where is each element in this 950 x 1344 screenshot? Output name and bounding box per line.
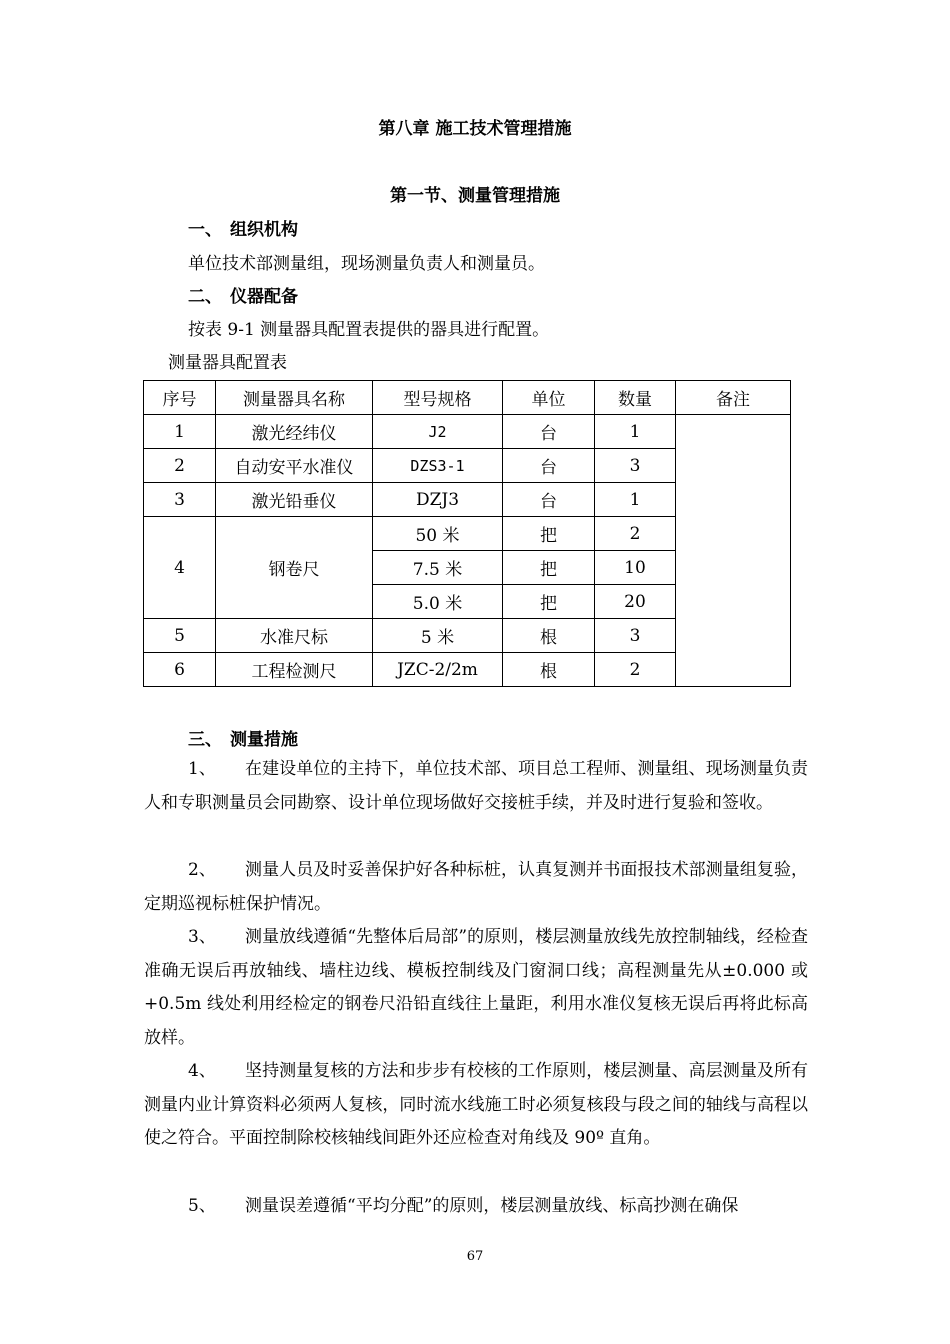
cell-no: 6: [144, 653, 216, 687]
header-no: 序号: [144, 381, 216, 415]
item-number: 5、: [188, 1196, 216, 1216]
item-number: 3、: [188, 927, 216, 947]
measure-item-3: [144, 921, 808, 1055]
measure-item-4: [144, 1055, 808, 1156]
cell-unit: 台: [503, 415, 595, 449]
cell-model: 5 米: [373, 619, 503, 653]
table-caption: 测量器具配置表: [168, 353, 287, 373]
cell-no: 2: [144, 449, 216, 483]
cell-name: 激光铅垂仪: [216, 483, 373, 517]
heading-text: 仪器配备: [230, 287, 298, 307]
item-number: 4、: [188, 1061, 216, 1081]
heading-organization: [188, 215, 298, 240]
cell-model: 50 米: [373, 517, 503, 551]
cell-qty: 3: [595, 449, 676, 483]
cell-qty: 3: [595, 619, 676, 653]
cell-unit: 台: [503, 449, 595, 483]
cell-model: 5.0 米: [373, 585, 503, 619]
item-text: 在建设单位的主持下，单位技术部、项目总工程师、测量组、现场测量负责人和专职测量员会同勘察、设计单位现场做好交接桩手续，并及时进行复验和签收。: [144, 759, 808, 813]
item-text: 坚持测量复核的方法和步步有校核的工作原则，楼层测量、高层测量及所有测量内业计算资料必须两人复核，同时流水线施工时必须复核段与段之间的轴线与高程以使之符合。平面控制除校核轴线间距外还应检查对角线及 90º 直角。: [144, 1061, 808, 1148]
cell-qty: 2: [595, 517, 676, 551]
item-text: 测量放线遵循“先整体后局部”的原则，楼层测量放线先放控制轴线，经检查准确无误后再放轴线、墙柱边线、模板控制线及门窗洞口线；高程测量先从±0.000 或+0.5m 线处利用经检定的钢卷尺沿铅直线往上量距，利用水准仪复核无误后再将此标高放样。: [144, 927, 808, 1048]
item-text: 测量误差遵循“平均分配”的原则，楼层测量放线、标高抄测在确保: [245, 1196, 739, 1216]
cell-unit: 把: [503, 551, 595, 585]
cell-unit: 把: [503, 585, 595, 619]
heading-number: 三、: [188, 730, 222, 750]
header-name: 测量器具名称: [216, 381, 373, 415]
cell-unit: 台: [503, 483, 595, 517]
cell-unit: 根: [503, 653, 595, 687]
heading-instruments: [188, 282, 298, 307]
measure-item-2: [144, 854, 808, 921]
cell-no: 4: [144, 517, 216, 619]
measure-item-1: [144, 753, 808, 820]
table-row: [144, 415, 791, 449]
item-text: 测量人员及时妥善保护好各种标桩，认真复测并书面报技术部测量组复验，定期巡视标桩保护情况。: [144, 860, 808, 914]
cell-name: 水准尺标: [216, 619, 373, 653]
equipment-table: [143, 380, 791, 687]
heading-measures: [188, 725, 298, 750]
measure-item-5: [144, 1190, 808, 1224]
cell-name: 自动安平水准仪: [216, 449, 373, 483]
cell-no: 3: [144, 483, 216, 517]
table-header-row: [144, 381, 791, 415]
cell-qty: 1: [595, 415, 676, 449]
cell-name: 钢卷尺: [216, 517, 373, 619]
header-qty: 数量: [595, 381, 676, 415]
cell-no: 5: [144, 619, 216, 653]
section-title: 第一节、测量管理措施: [390, 186, 560, 206]
item-number: 1、: [188, 759, 216, 779]
organization-text: 单位技术部测量组，现场测量负责人和测量员。: [188, 254, 545, 274]
header-remark: 备注: [676, 381, 791, 415]
cell-qty: 2: [595, 653, 676, 687]
header-model: 型号规格: [373, 381, 503, 415]
instruments-text: 按表 9-1 测量器具配置表提供的器具进行配置。: [188, 320, 550, 340]
cell-model: DZS3-1: [373, 449, 503, 483]
cell-no: 1: [144, 415, 216, 449]
page-number: 67: [466, 1249, 484, 1264]
cell-model: JZC-2/2m: [373, 653, 503, 687]
chapter-title: 第八章 施工技术管理措施: [378, 119, 572, 139]
cell-name: 激光经纬仪: [216, 415, 373, 449]
heading-number: 二、: [188, 287, 222, 307]
heading-text: 测量措施: [230, 730, 298, 750]
cell-qty: 1: [595, 483, 676, 517]
cell-model: DZJ3: [373, 483, 503, 517]
cell-name: 工程检测尺: [216, 653, 373, 687]
cell-model: 7.5 米: [373, 551, 503, 585]
cell-remark: [676, 415, 791, 687]
cell-qty: 10: [595, 551, 676, 585]
item-number: 2、: [188, 860, 216, 880]
cell-unit: 根: [503, 619, 595, 653]
cell-unit: 把: [503, 517, 595, 551]
cell-qty: 20: [595, 585, 676, 619]
heading-text: 组织机构: [230, 220, 298, 240]
heading-number: 一、: [188, 220, 222, 240]
cell-model: J2: [373, 415, 503, 449]
header-unit: 单位: [503, 381, 595, 415]
